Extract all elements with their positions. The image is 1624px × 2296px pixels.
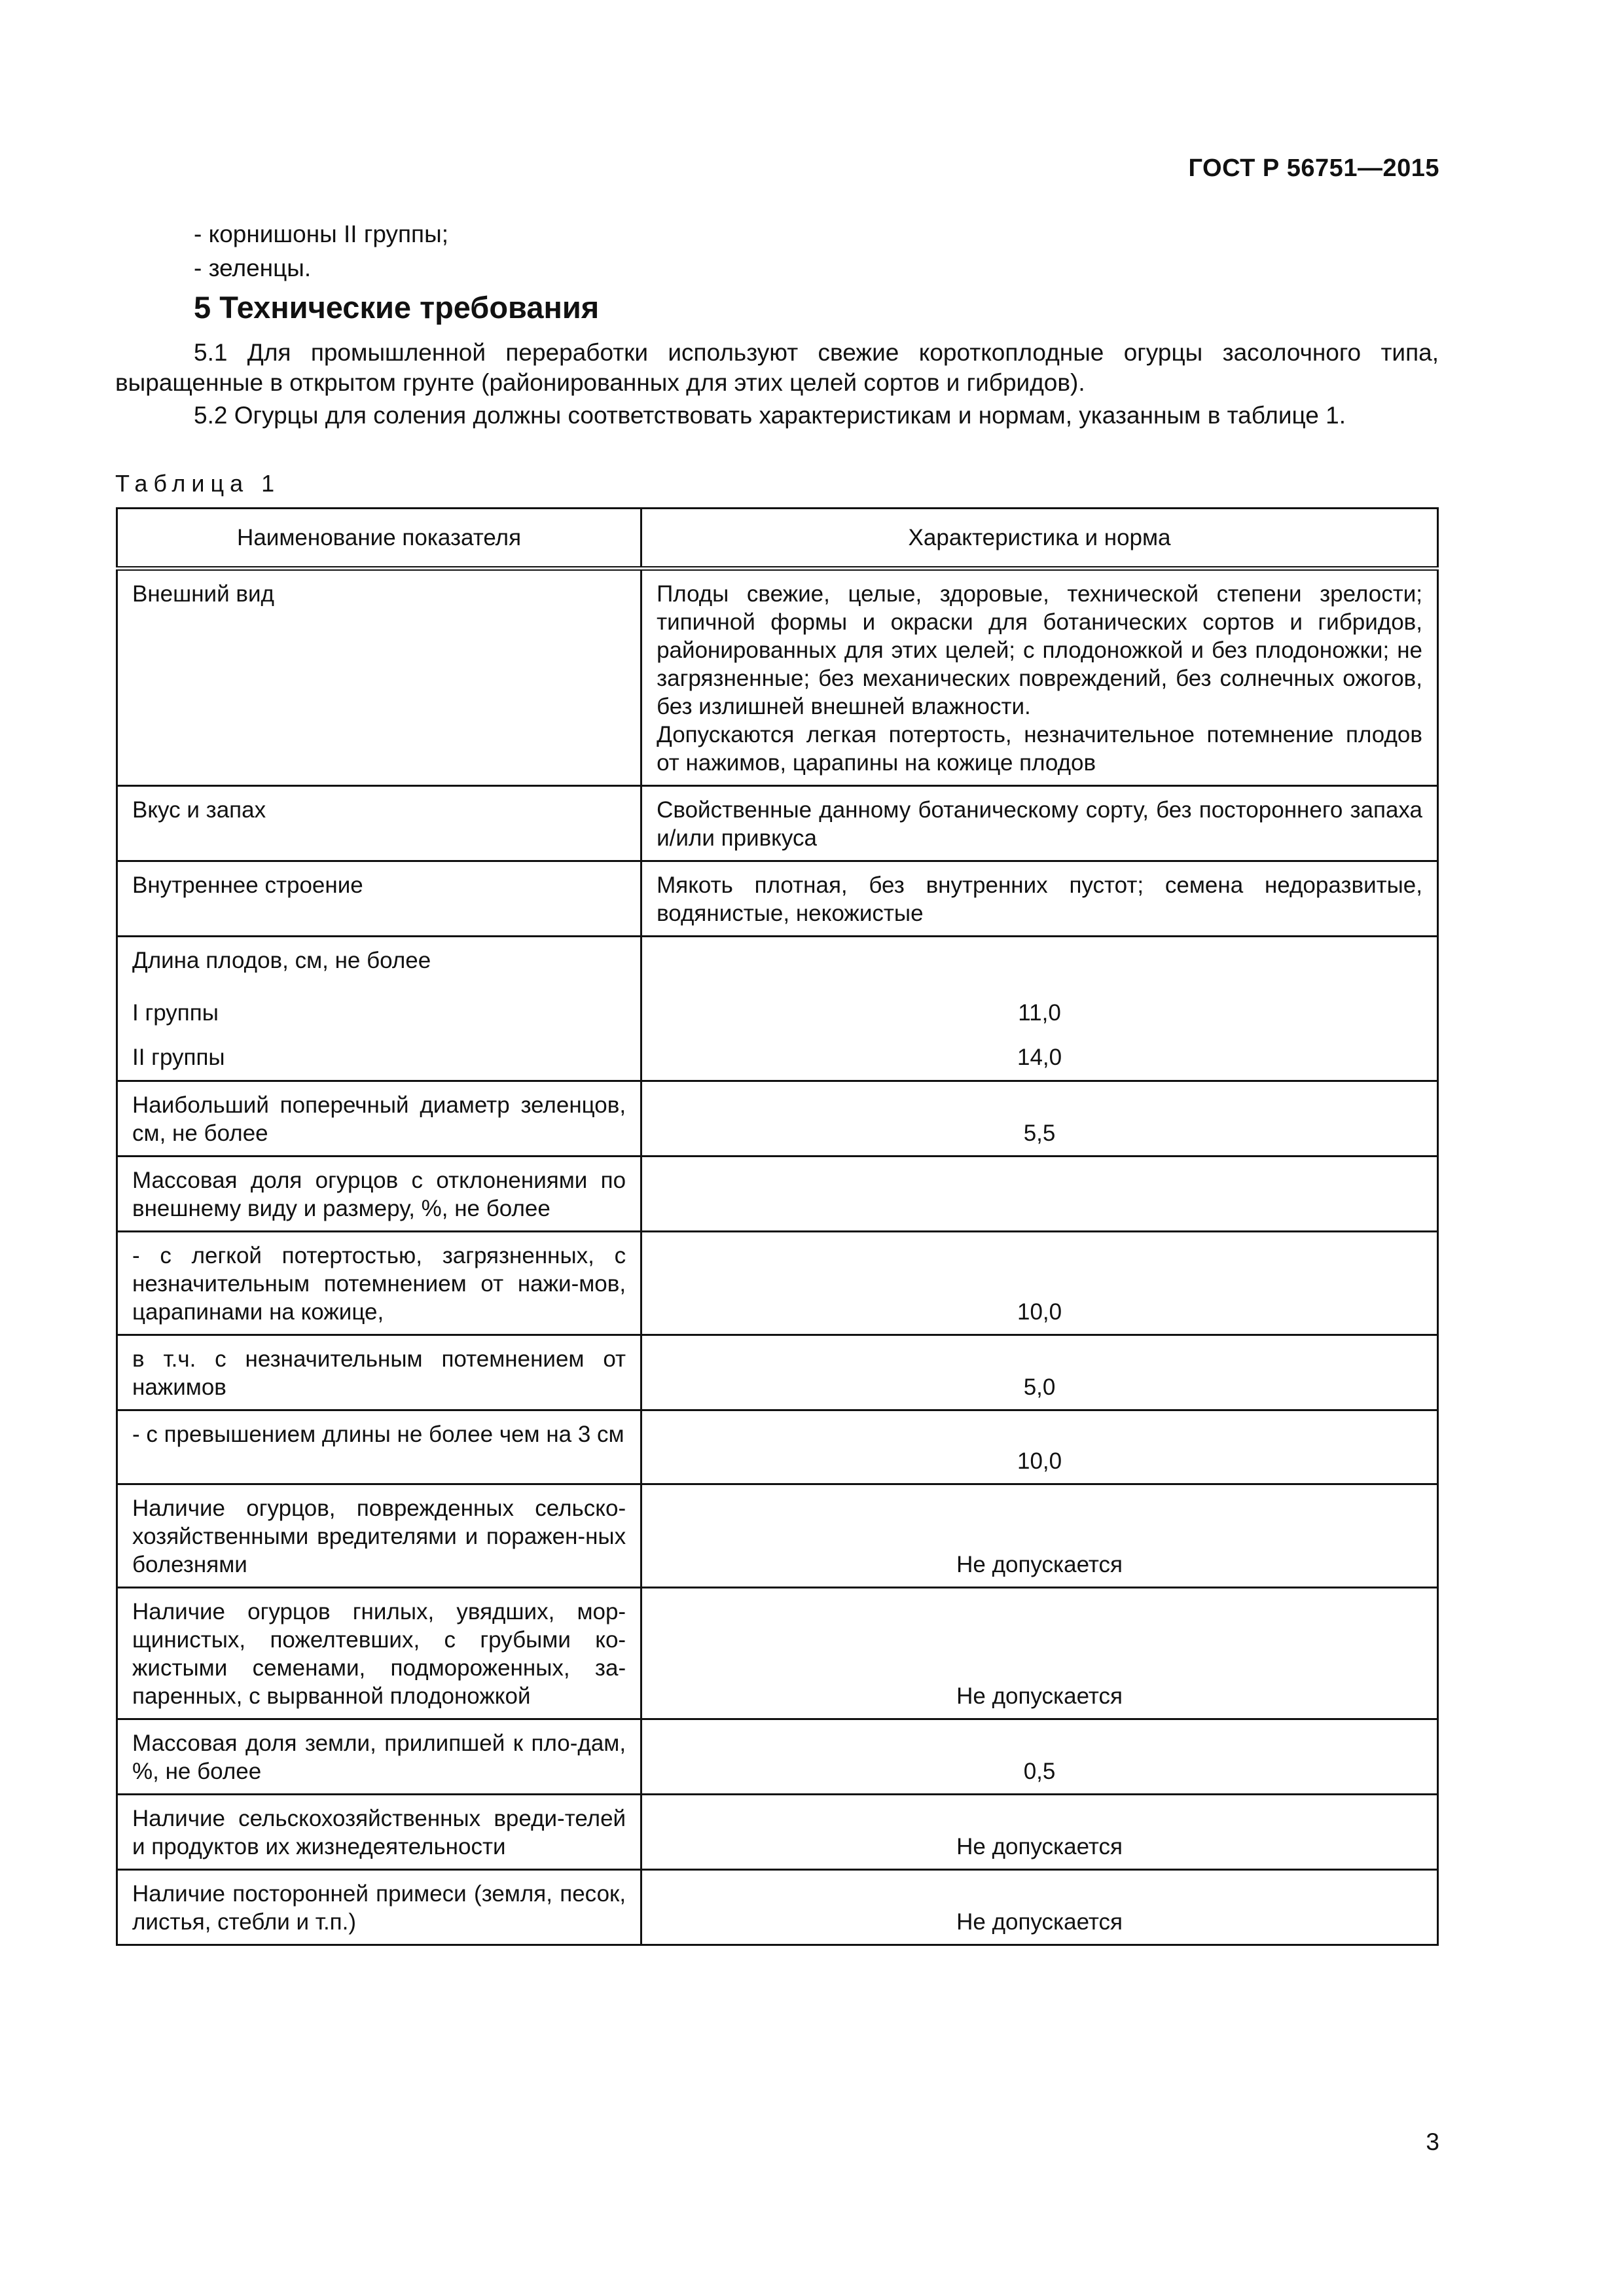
row-value: 10,0 <box>641 1410 1438 1484</box>
table-row <box>117 1719 1438 1795</box>
row-subvalue-group-2: 14,0 <box>1017 1045 1062 1070</box>
list-item: - зеленцы. <box>194 255 312 281</box>
table-row <box>117 1232 1438 1335</box>
header-indicator-name: Наименование показателя <box>117 509 641 569</box>
document-code: ГОСТ Р 56751—2015 <box>1188 154 1439 182</box>
table-row <box>117 1081 1438 1157</box>
specification-table <box>116 507 1439 1946</box>
table-row <box>117 1410 1438 1484</box>
row-value <box>641 1157 1438 1232</box>
header-characteristic: Характеристика и норма <box>641 509 1438 569</box>
row-value: Не допускается <box>641 1588 1438 1719</box>
page-number: 3 <box>1426 2128 1439 2155</box>
row-value: Не допускается <box>641 1870 1438 1945</box>
row-value <box>641 569 1438 786</box>
row-value <box>641 937 1438 1081</box>
row-value: Не допускается <box>641 1795 1438 1870</box>
row-name: в т.ч. с незначительным потемнением от нажимов <box>117 1335 641 1410</box>
row-name: Наличие огурцов гнилых, увядших, мор-щинистых, пожелтевших, с грубыми ко-жистыми семенами, подмороженных, за-паренных, с вырванной плодоножкой <box>117 1588 641 1719</box>
table-row <box>117 937 1438 1081</box>
row-name-main: Длина плодов, см, не более <box>132 948 431 973</box>
list-item: - корнишоны II группы; <box>194 221 448 247</box>
paragraph-5-1: 5.1 Для промышленной переработки используют свежие короткоплодные огурцы засолочного типа, выращенные в открытом грунте (районированных для этих целей сортов и гибридов). <box>115 339 1439 396</box>
row-name: Массовая доля земли, прилипшей к пло-дам, %, не более <box>117 1719 641 1795</box>
group-list <box>194 217 448 285</box>
row-name: Вкус и запах <box>117 786 641 861</box>
row-value: 5,5 <box>641 1081 1438 1157</box>
table-row <box>117 1335 1438 1410</box>
table-row <box>117 786 1438 861</box>
row-subvalue-group-1: 11,0 <box>1018 1000 1061 1026</box>
table-row <box>117 861 1438 937</box>
table-header-row <box>117 509 1438 569</box>
section-title: 5 Технические требования <box>194 290 600 325</box>
row-subname-group-2: II группы <box>132 1045 225 1070</box>
paragraph-5-2: 5.2 Огурцы для соления должны соответствовать характеристикам и нормам, указанным в таблице 1. <box>194 402 1346 429</box>
row-value: Не допускается <box>641 1484 1438 1588</box>
row-name: Наличие посторонней примеси (земля, песок, листья, стебли и т.п.) <box>117 1870 641 1945</box>
row-name: Наибольший поперечный диаметр зеленцов, см, не более <box>117 1081 641 1157</box>
row-name <box>117 937 641 1081</box>
table-row <box>117 1870 1438 1945</box>
row-subname-group-1: I группы <box>132 1000 219 1026</box>
table-row <box>117 1795 1438 1870</box>
table-row <box>117 1588 1438 1719</box>
row-name: Наличие огурцов, поврежденных сельско-хозяйственными вредителями и поражен-ных болезнями <box>117 1484 641 1588</box>
row-name: Внутреннее строение <box>117 861 641 937</box>
row-value: 0,5 <box>641 1719 1438 1795</box>
row-value-main: Плоды свежие, целые, здоровые, технической степени зрелости; типичной формы и окраски для ботанических сортов и гибридов, районированных для этих целей; с плодоножкой и без плодоножки; не загрязненные; без механических повреждений, без солнечных ожогов, без излишней внешней влажности. <box>657 581 1422 719</box>
table-row <box>117 1484 1438 1588</box>
row-name: Наличие сельскохозяйственных вреди-телей и продуктов их жизнедеятельности <box>117 1795 641 1870</box>
table-row <box>117 569 1438 786</box>
row-value: Свойственные данному ботаническому сорту, без постороннего запаха и/или привкуса <box>641 786 1438 861</box>
row-name: - с превышением длины не более чем на 3 см <box>117 1410 641 1484</box>
table-caption: Таблица 1 <box>115 470 281 497</box>
row-value-extra: Допускаются легкая потертость, незначительное потемнение плодов от нажимов, царапины на кожице плодов <box>657 722 1422 776</box>
row-name: Массовая доля огурцов с отклонениями по внешнему виду и размеру, %, не более <box>117 1157 641 1232</box>
row-value: 5,0 <box>641 1335 1438 1410</box>
table-row <box>117 1157 1438 1232</box>
row-value: 10,0 <box>641 1232 1438 1335</box>
row-name: - с легкой потертостью, загрязненных, с незначительным потемнением от нажи-мов, царапинами на кожице, <box>117 1232 641 1335</box>
row-value: Мякоть плотная, без внутренних пустот; семена недоразвитые, водянистые, некожистые <box>641 861 1438 937</box>
row-name: Внешний вид <box>117 569 641 786</box>
